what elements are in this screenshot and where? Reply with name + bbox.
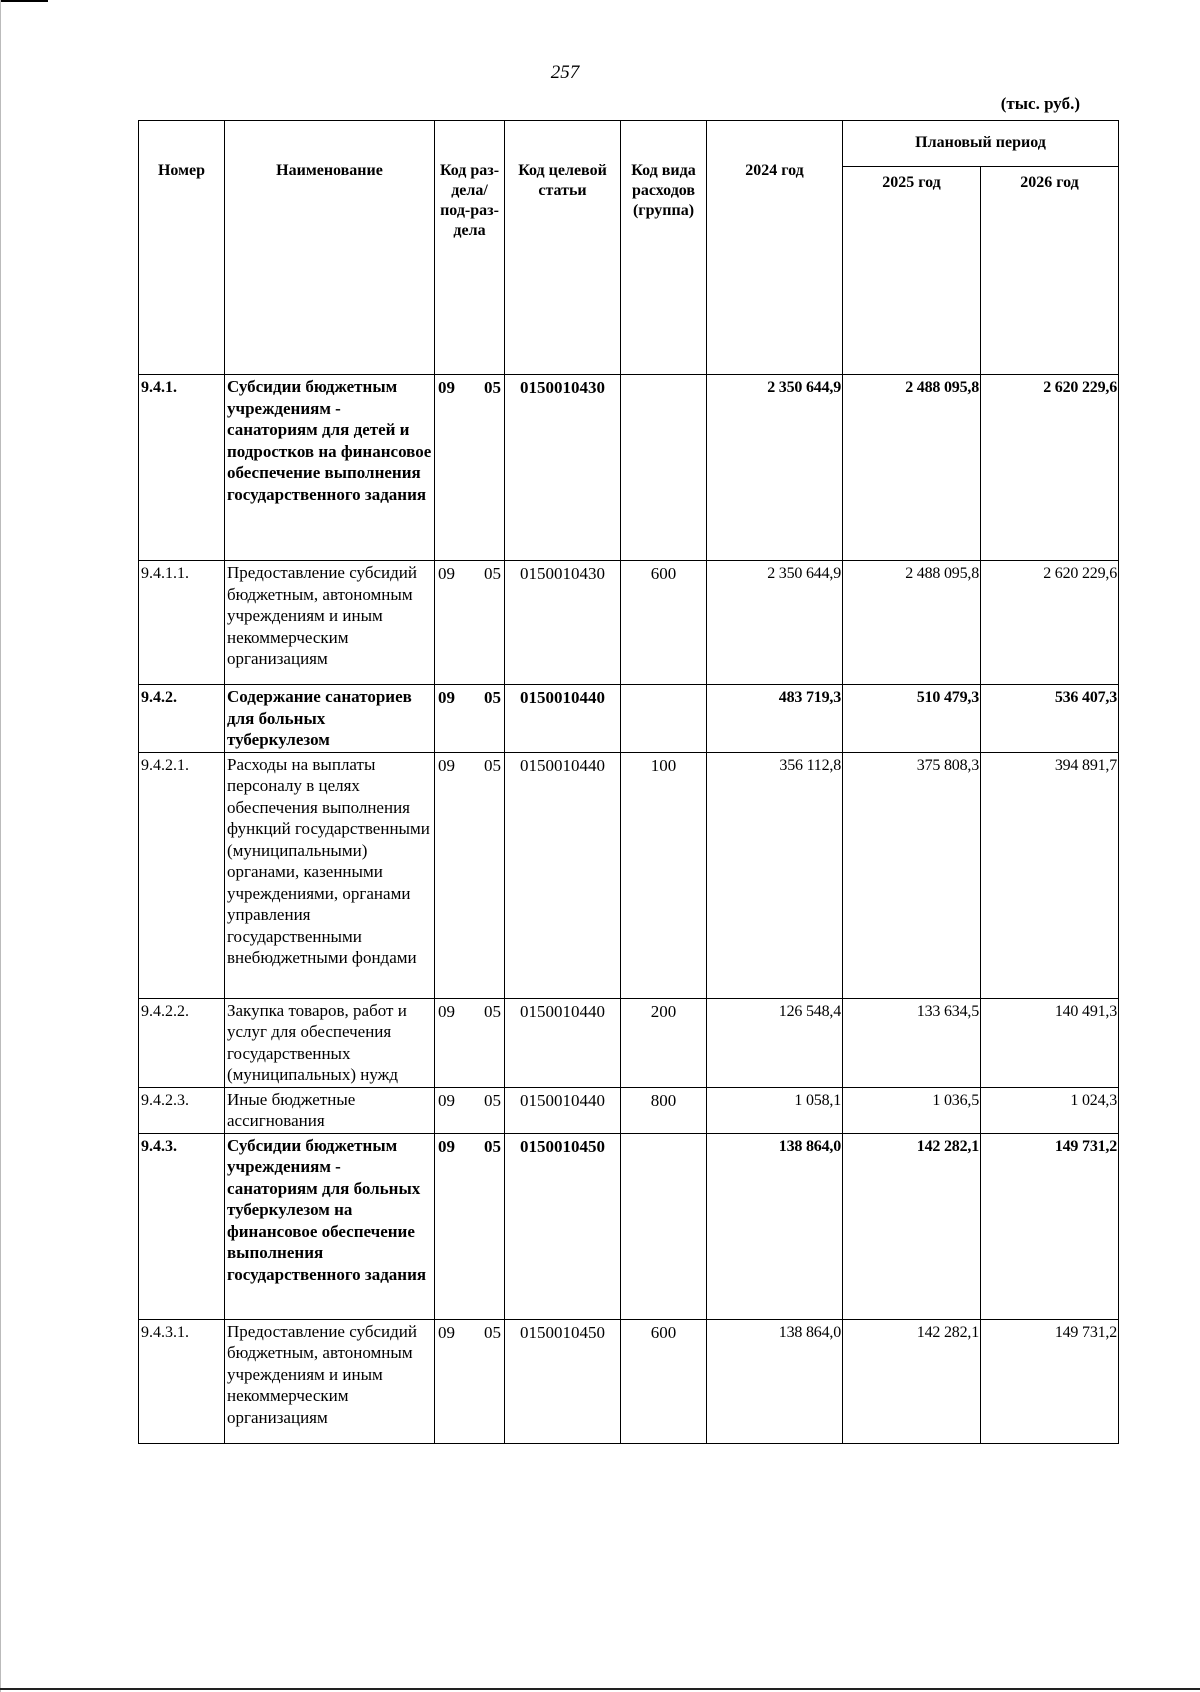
row-amount-2025: 375 808,3 bbox=[843, 752, 981, 998]
row-amount-2025: 133 634,5 bbox=[843, 998, 981, 1087]
table-body bbox=[139, 375, 1119, 1444]
row-amount-2026: 536 407,3 bbox=[981, 685, 1119, 753]
row-expense-type: 600 bbox=[621, 1319, 707, 1443]
row-section: 09 bbox=[438, 1322, 455, 1342]
row-target-code: 0150010440 bbox=[505, 1087, 621, 1133]
row-number: 9.4.3.1. bbox=[139, 1319, 225, 1443]
row-section-code bbox=[435, 1087, 505, 1133]
row-amount-2024: 138 864,0 bbox=[707, 1133, 843, 1319]
header-year-2026: 2026 год bbox=[981, 166, 1119, 374]
row-subsection: 05 bbox=[484, 1001, 501, 1021]
row-amount-2025: 510 479,3 bbox=[843, 685, 981, 753]
header-year-2025: 2025 год bbox=[843, 166, 981, 374]
row-number: 9.4.1. bbox=[139, 375, 225, 561]
row-section-code bbox=[435, 561, 505, 685]
row-amount-2026: 2 620 229,6 bbox=[981, 561, 1119, 685]
row-section: 09 bbox=[438, 755, 455, 775]
row-number: 9.4.2.2. bbox=[139, 998, 225, 1087]
budget-table bbox=[138, 120, 1119, 1444]
row-name: Субсидии бюджетным учреждениям - санаториям для больных туберкулезом на финансовое обеспечение выполнения государственного задания bbox=[225, 1133, 435, 1319]
row-section-code bbox=[435, 998, 505, 1087]
row-amount-2025: 2 488 095,8 bbox=[843, 561, 981, 685]
row-expense-type bbox=[621, 375, 707, 561]
row-target-code: 0150010430 bbox=[505, 561, 621, 685]
row-section-code bbox=[435, 1319, 505, 1443]
row-expense-type bbox=[621, 1133, 707, 1319]
row-target-code: 0150010440 bbox=[505, 752, 621, 998]
row-name: Иные бюджетные ассигнования bbox=[225, 1087, 435, 1133]
row-section-code bbox=[435, 685, 505, 753]
row-number: 9.4.3. bbox=[139, 1133, 225, 1319]
scan-edge-bottom bbox=[0, 1688, 1200, 1690]
row-amount-2026: 1 024,3 bbox=[981, 1087, 1119, 1133]
row-amount-2026: 2 620 229,6 bbox=[981, 375, 1119, 561]
row-subsection: 05 bbox=[484, 378, 501, 397]
row-amount-2025: 142 282,1 bbox=[843, 1319, 981, 1443]
row-expense-type: 800 bbox=[621, 1087, 707, 1133]
row-section: 09 bbox=[438, 378, 455, 397]
row-section: 09 bbox=[438, 688, 455, 707]
row-name: Предоставление субсидий бюджетным, автономным учреждениям и иным некоммерческим организациям bbox=[225, 561, 435, 685]
row-section-code bbox=[435, 752, 505, 998]
row-amount-2024: 356 112,8 bbox=[707, 752, 843, 998]
row-number: 9.4.1.1. bbox=[139, 561, 225, 685]
table-row bbox=[139, 1087, 1119, 1133]
row-amount-2025: 2 488 095,8 bbox=[843, 375, 981, 561]
row-amount-2026: 149 731,2 bbox=[981, 1319, 1119, 1443]
row-target-code: 0150010430 bbox=[505, 375, 621, 561]
units-label: (тыс. руб.) bbox=[1000, 94, 1080, 113]
table-row bbox=[139, 1133, 1119, 1319]
row-expense-type bbox=[621, 685, 707, 753]
row-name: Содержание санаториев для больных туберкулезом bbox=[225, 685, 435, 753]
row-amount-2025: 1 036,5 bbox=[843, 1087, 981, 1133]
row-amount-2026: 140 491,3 bbox=[981, 998, 1119, 1087]
header-section-code: Код раз-дела/ под-раз-дела bbox=[435, 121, 505, 375]
row-target-code: 0150010440 bbox=[505, 998, 621, 1087]
row-amount-2026: 149 731,2 bbox=[981, 1133, 1119, 1319]
row-section: 09 bbox=[438, 564, 455, 583]
row-section: 09 bbox=[438, 1001, 455, 1021]
row-section: 09 bbox=[438, 1136, 455, 1156]
row-subsection: 05 bbox=[484, 755, 501, 775]
header-year-2024: 2024 год bbox=[707, 121, 843, 375]
row-amount-2024: 1 058,1 bbox=[707, 1087, 843, 1133]
row-amount-2024: 126 548,4 bbox=[707, 998, 843, 1087]
table-row bbox=[139, 752, 1119, 998]
header-name: Наименование bbox=[225, 121, 435, 375]
table-header bbox=[139, 121, 1119, 375]
table-row bbox=[139, 685, 1119, 753]
row-number: 9.4.2.1. bbox=[139, 752, 225, 998]
scan-mark bbox=[0, 0, 48, 2]
row-name: Субсидии бюджетным учреждениям - санаториям для детей и подростков на финансовое обеспечение выполнения государственного задания bbox=[225, 375, 435, 561]
row-section-code bbox=[435, 375, 505, 561]
row-target-code: 0150010450 bbox=[505, 1133, 621, 1319]
row-subsection: 05 bbox=[484, 564, 501, 583]
row-expense-type: 100 bbox=[621, 752, 707, 998]
row-subsection: 05 bbox=[484, 688, 501, 707]
header-number: Номер bbox=[139, 121, 225, 375]
table-row bbox=[139, 1319, 1119, 1443]
header-target-code: Код целевой статьи bbox=[505, 121, 621, 375]
row-expense-type: 600 bbox=[621, 561, 707, 685]
row-target-code: 0150010450 bbox=[505, 1319, 621, 1443]
row-section: 09 bbox=[438, 1090, 455, 1110]
table-row bbox=[139, 998, 1119, 1087]
row-amount-2026: 394 891,7 bbox=[981, 752, 1119, 998]
header-planned-period: Плановый период bbox=[843, 121, 1119, 167]
row-subsection: 05 bbox=[484, 1322, 501, 1342]
page-number: 257 bbox=[550, 62, 580, 83]
row-amount-2024: 2 350 644,9 bbox=[707, 561, 843, 685]
row-name: Закупка товаров, работ и услуг для обеспечения государственных (муниципальных) нужд bbox=[225, 998, 435, 1087]
row-number: 9.4.2.3. bbox=[139, 1087, 225, 1133]
row-amount-2024: 483 719,3 bbox=[707, 685, 843, 753]
table-row bbox=[139, 561, 1119, 685]
table-row bbox=[139, 375, 1119, 561]
scan-edge bbox=[0, 0, 1, 1692]
row-amount-2024: 2 350 644,9 bbox=[707, 375, 843, 561]
row-amount-2025: 142 282,1 bbox=[843, 1133, 981, 1319]
header-expense-type: Код вида расходов (группа) bbox=[621, 121, 707, 375]
row-name: Предоставление субсидий бюджетным, автономным учреждениям и иным некоммерческим организациям bbox=[225, 1319, 435, 1443]
row-subsection: 05 bbox=[484, 1090, 501, 1110]
row-subsection: 05 bbox=[484, 1136, 501, 1156]
row-section-code bbox=[435, 1133, 505, 1319]
row-amount-2024: 138 864,0 bbox=[707, 1319, 843, 1443]
row-name: Расходы на выплаты персоналу в целях обеспечения выполнения функций государственными (муниципальными) органами, казенными учреждениями, органами управления государственными внебюджетными фондами bbox=[225, 752, 435, 998]
row-target-code: 0150010440 bbox=[505, 685, 621, 753]
row-expense-type: 200 bbox=[621, 998, 707, 1087]
row-number: 9.4.2. bbox=[139, 685, 225, 753]
